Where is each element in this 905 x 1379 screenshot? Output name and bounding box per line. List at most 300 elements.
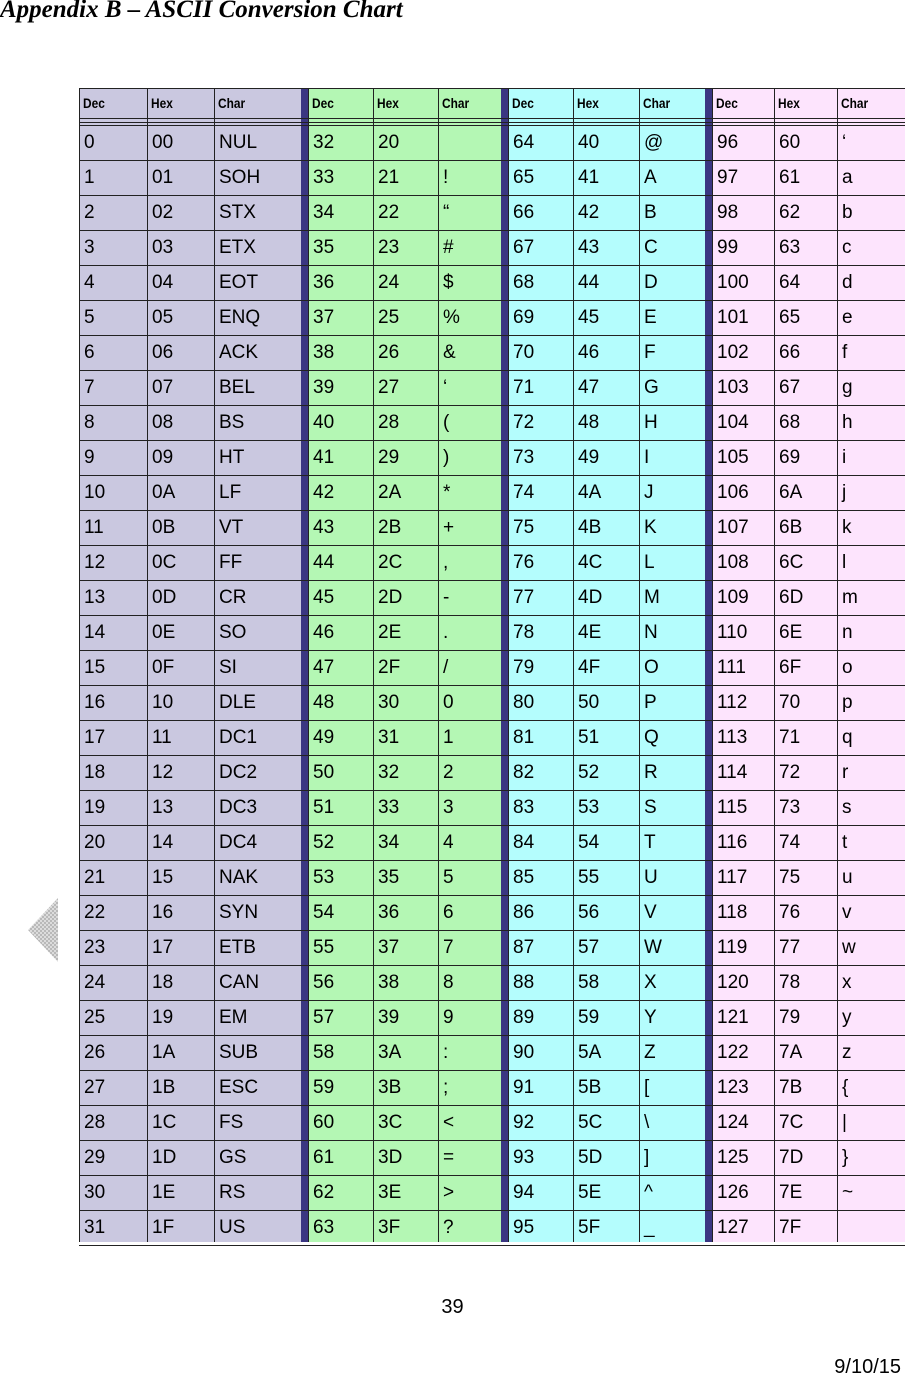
- hex-cell: 32: [378, 762, 400, 783]
- hex-cell: 1D: [152, 1147, 177, 1168]
- char-cell: (: [443, 412, 450, 433]
- hex-cell: 3C: [378, 1112, 403, 1133]
- char-cell: 0: [443, 692, 454, 713]
- dec-cell: 58: [313, 1042, 335, 1063]
- char-cell: +: [443, 517, 455, 538]
- hex-cell: 77: [779, 937, 801, 958]
- hex-cell: 06: [152, 342, 174, 363]
- char-cell: -: [443, 587, 450, 608]
- hex-cell: 4A: [578, 482, 602, 503]
- dec-cell: 118: [717, 902, 748, 923]
- column-header-hex: [574, 88, 603, 118]
- row-divider: [79, 895, 905, 896]
- row-divider: [79, 1070, 905, 1071]
- hex-cell: 2B: [378, 517, 402, 538]
- row-divider: [79, 195, 905, 196]
- page-title: Appendix B – ASCII Conversion Chart: [0, 0, 403, 23]
- ascii-block-1: [79, 88, 303, 1242]
- char-cell: VT: [219, 517, 244, 538]
- hex-cell: 2C: [378, 552, 403, 573]
- dec-cell: 126: [717, 1182, 749, 1203]
- hex-cell: 09: [152, 447, 174, 468]
- hex-cell: 49: [578, 447, 600, 468]
- row-divider: [79, 230, 905, 231]
- char-cell: SI: [219, 657, 237, 678]
- hex-cell: 40: [578, 132, 600, 153]
- hex-cell: 59: [578, 1007, 600, 1028]
- hex-cell: 6D: [779, 587, 804, 608]
- dec-cell: 92: [513, 1112, 535, 1133]
- hex-cell: 67: [779, 377, 801, 398]
- column-header-char: [640, 88, 675, 118]
- dec-cell: 111: [717, 657, 746, 678]
- dec-cell: 67: [513, 237, 535, 258]
- column-header-hex: [775, 88, 804, 118]
- dec-cell: 18: [84, 762, 106, 783]
- char-cell: SOH: [219, 167, 261, 188]
- hex-cell: 5A: [578, 1042, 602, 1063]
- hex-cell: 6A: [779, 482, 803, 503]
- hex-cell: 4C: [578, 552, 603, 573]
- char-cell: #: [443, 237, 454, 258]
- hex-cell: 0B: [152, 517, 176, 538]
- dec-cell: 114: [717, 762, 748, 783]
- dec-cell: 42: [313, 482, 335, 503]
- dec-cell: 96: [717, 132, 739, 153]
- row-divider: [79, 790, 905, 791]
- row-divider: [79, 720, 905, 721]
- dec-cell: 101: [717, 307, 749, 328]
- dec-cell: 3: [84, 237, 95, 258]
- row-divider: [79, 1140, 905, 1141]
- hex-cell: 51: [578, 727, 600, 748]
- char-cell: S: [644, 797, 657, 818]
- char-cell: ETX: [219, 237, 256, 258]
- row-divider: [79, 650, 905, 651]
- char-cell: SO: [219, 622, 247, 643]
- hex-cell: 19: [152, 1007, 174, 1028]
- char-cell: &: [443, 342, 456, 363]
- dec-cell: 62: [313, 1182, 335, 1203]
- char-cell: GS: [219, 1147, 247, 1168]
- dec-cell: 75: [513, 517, 535, 538]
- dec-cell: 64: [513, 132, 535, 153]
- dec-cell: 127: [717, 1217, 749, 1238]
- hex-cell: 48: [578, 412, 600, 433]
- dec-cell: 56: [313, 972, 335, 993]
- char-cell: US: [219, 1217, 246, 1238]
- hex-cell: 7E: [779, 1182, 803, 1203]
- column-header-label: Hex: [778, 95, 800, 111]
- dec-cell: 100: [717, 272, 749, 293]
- column-header-label: Char: [841, 95, 869, 111]
- char-cell: D: [644, 272, 658, 293]
- hex-cell: 54: [578, 832, 600, 853]
- dec-cell: 12: [84, 552, 106, 573]
- hex-cell: 07: [152, 377, 174, 398]
- char-cell: P: [644, 692, 657, 713]
- char-cell: DLE: [219, 692, 256, 713]
- char-cell: >: [443, 1182, 455, 1203]
- dec-cell: 105: [717, 447, 749, 468]
- left-arrow-icon[interactable]: [28, 898, 58, 962]
- dec-cell: 63: [313, 1217, 335, 1238]
- char-cell: _: [644, 1217, 655, 1238]
- char-cell: {: [842, 1077, 849, 1098]
- dec-cell: 5: [84, 307, 95, 328]
- row-divider: [79, 930, 905, 931]
- hex-cell: 4B: [578, 517, 602, 538]
- dec-cell: 2: [84, 202, 95, 223]
- char-cell: i: [842, 447, 847, 468]
- char-cell: ^: [644, 1182, 653, 1203]
- dec-cell: 125: [717, 1147, 749, 1168]
- char-cell: !: [443, 167, 449, 188]
- row-divider: [79, 580, 905, 581]
- hex-cell: 18: [152, 972, 174, 993]
- dec-cell: 65: [513, 167, 535, 188]
- char-cell: K: [644, 517, 657, 538]
- dec-cell: 53: [313, 867, 335, 888]
- row-divider: [79, 1245, 905, 1246]
- char-cell: .: [443, 622, 449, 643]
- char-cell: m: [842, 587, 858, 608]
- char-cell: V: [644, 902, 657, 923]
- dec-cell: 55: [313, 937, 335, 958]
- dec-cell: 104: [717, 412, 749, 433]
- char-cell: RS: [219, 1182, 246, 1203]
- row-divider: [79, 825, 905, 826]
- dec-cell: 71: [513, 377, 535, 398]
- char-cell: 5: [443, 867, 454, 888]
- row-divider: [79, 965, 905, 966]
- char-cell: p: [842, 692, 853, 713]
- dec-cell: 120: [717, 972, 749, 993]
- hex-cell: 4D: [578, 587, 603, 608]
- hex-cell: 11: [152, 727, 172, 748]
- dec-cell: 81: [513, 727, 535, 748]
- hex-cell: 26: [378, 342, 400, 363]
- hex-cell: 05: [152, 307, 174, 328]
- dec-cell: 27: [84, 1077, 106, 1098]
- char-cell: N: [644, 622, 658, 643]
- char-cell: I: [644, 447, 650, 468]
- char-cell: @: [644, 132, 664, 153]
- page-number: 39: [441, 1296, 464, 1318]
- row-divider: [79, 335, 905, 336]
- hex-cell: 3E: [378, 1182, 402, 1203]
- hex-cell: 43: [578, 237, 600, 258]
- hex-cell: 47: [578, 377, 600, 398]
- dec-cell: 37: [313, 307, 335, 328]
- dec-cell: 50: [313, 762, 335, 783]
- hex-cell: 35: [378, 867, 400, 888]
- char-cell: s: [842, 797, 852, 818]
- hex-cell: 41: [578, 167, 600, 188]
- char-cell: v: [842, 902, 852, 923]
- char-cell: *: [443, 482, 451, 503]
- hex-cell: 34: [378, 832, 400, 853]
- char-cell: n: [842, 622, 853, 643]
- char-cell: Z: [644, 1042, 656, 1063]
- row-divider: [79, 125, 905, 126]
- hex-cell: 38: [378, 972, 400, 993]
- dec-cell: 79: [513, 657, 535, 678]
- char-cell: DC2: [219, 762, 258, 783]
- char-cell: d: [842, 272, 853, 293]
- hex-cell: 5D: [578, 1147, 603, 1168]
- dec-cell: 124: [717, 1112, 749, 1133]
- hex-cell: 5C: [578, 1112, 603, 1133]
- char-cell: B: [644, 202, 657, 223]
- hex-cell: 42: [578, 202, 600, 223]
- hex-cell: 7F: [779, 1217, 802, 1238]
- char-cell: EM: [219, 1007, 248, 1028]
- char-cell: [: [644, 1077, 650, 1098]
- dec-cell: 84: [513, 832, 535, 853]
- char-cell: NUL: [219, 132, 258, 153]
- hex-cell: 20: [378, 132, 400, 153]
- hex-cell: 3A: [378, 1042, 402, 1063]
- column-header-label: Dec: [83, 95, 105, 111]
- dec-cell: 29: [84, 1147, 106, 1168]
- char-cell: k: [842, 517, 852, 538]
- dec-cell: 48: [313, 692, 335, 713]
- row-divider: [79, 300, 905, 301]
- dec-cell: 1: [84, 167, 95, 188]
- dec-cell: 116: [717, 832, 748, 853]
- row-divider: [79, 122, 905, 123]
- char-cell: A: [644, 167, 657, 188]
- hex-cell: 03: [152, 237, 174, 258]
- hex-cell: 3D: [378, 1147, 403, 1168]
- char-cell: F: [644, 342, 656, 363]
- char-cell: z: [842, 1042, 852, 1063]
- dec-cell: 109: [717, 587, 749, 608]
- column-header-label: Hex: [151, 95, 173, 111]
- char-cell: HT: [219, 447, 245, 468]
- hex-cell: 62: [779, 202, 801, 223]
- dec-cell: 97: [717, 167, 739, 188]
- dec-cell: 119: [717, 937, 748, 958]
- char-cell: g: [842, 377, 853, 398]
- char-cell: f: [842, 342, 848, 363]
- hex-cell: 3B: [378, 1077, 402, 1098]
- char-cell: $: [443, 272, 454, 293]
- char-cell: FF: [219, 552, 243, 573]
- char-cell: LF: [219, 482, 242, 503]
- date-footer: 9/10/15: [834, 1356, 901, 1378]
- char-cell: <: [443, 1112, 455, 1133]
- dec-cell: 7: [84, 377, 95, 398]
- row-divider: [79, 265, 905, 266]
- row-divider: [79, 545, 905, 546]
- dec-cell: 33: [313, 167, 335, 188]
- hex-cell: 68: [779, 412, 801, 433]
- char-cell: ): [443, 447, 450, 468]
- hex-cell: 56: [578, 902, 600, 923]
- dec-cell: 98: [717, 202, 739, 223]
- ascii-block-2: [308, 88, 503, 1242]
- char-cell: ‘: [443, 377, 448, 398]
- dec-cell: 122: [717, 1042, 749, 1063]
- char-cell: ]: [644, 1147, 650, 1168]
- dec-cell: 22: [84, 902, 106, 923]
- dec-cell: 83: [513, 797, 535, 818]
- hex-cell: 28: [378, 412, 400, 433]
- block-divider: [301, 88, 308, 1242]
- column-header-label: Char: [218, 95, 246, 111]
- hex-cell: 16: [152, 902, 174, 923]
- char-cell: Q: [644, 727, 659, 748]
- row-divider: [79, 370, 905, 371]
- hex-cell: 0E: [152, 622, 176, 643]
- char-cell: ?: [443, 1217, 454, 1238]
- char-cell: %: [443, 307, 460, 328]
- dec-cell: 102: [717, 342, 749, 363]
- hex-cell: 6B: [779, 517, 803, 538]
- dec-cell: 66: [513, 202, 535, 223]
- char-cell: E: [644, 307, 657, 328]
- row-divider: [79, 1175, 905, 1176]
- hex-cell: 78: [779, 972, 801, 993]
- dec-cell: 110: [717, 622, 748, 643]
- row-divider: [79, 755, 905, 756]
- dec-cell: 86: [513, 902, 535, 923]
- dec-cell: 15: [84, 657, 106, 678]
- char-cell: l: [842, 552, 847, 573]
- column-header-label: Dec: [312, 95, 334, 111]
- char-cell: STX: [219, 202, 256, 223]
- char-cell: DC3: [219, 797, 258, 818]
- hex-cell: 30: [378, 692, 400, 713]
- char-cell: e: [842, 307, 853, 328]
- hex-cell: 23: [378, 237, 400, 258]
- hex-cell: 0D: [152, 587, 177, 608]
- column-header-label: Hex: [577, 95, 599, 111]
- dec-cell: 89: [513, 1007, 535, 1028]
- dec-cell: 34: [313, 202, 335, 223]
- hex-cell: 70: [779, 692, 801, 713]
- hex-cell: 29: [378, 447, 400, 468]
- dec-cell: 47: [313, 657, 335, 678]
- column-header-char: [439, 88, 474, 118]
- char-cell: 9: [443, 1007, 454, 1028]
- row-divider: [79, 88, 905, 89]
- hex-cell: 15: [152, 867, 174, 888]
- row-divider: [79, 440, 905, 441]
- dec-cell: 30: [84, 1182, 106, 1203]
- dec-cell: 117: [717, 867, 748, 888]
- dec-cell: 113: [717, 727, 748, 748]
- char-cell: h: [842, 412, 853, 433]
- hex-cell: 39: [378, 1007, 400, 1028]
- column-header-char: [215, 88, 250, 118]
- char-cell: |: [842, 1112, 847, 1133]
- hex-cell: 25: [378, 307, 400, 328]
- char-cell: DC4: [219, 832, 258, 853]
- dec-cell: 85: [513, 867, 535, 888]
- char-cell: ESC: [219, 1077, 259, 1098]
- char-cell: }: [842, 1147, 849, 1168]
- hex-cell: 4F: [578, 657, 601, 678]
- hex-cell: 31: [378, 727, 400, 748]
- dec-cell: 91: [513, 1077, 535, 1098]
- hex-cell: 53: [578, 797, 600, 818]
- hex-cell: 3F: [378, 1217, 401, 1238]
- hex-cell: 52: [578, 762, 600, 783]
- dec-cell: 46: [313, 622, 335, 643]
- char-cell: BEL: [219, 377, 255, 398]
- row-divider: [79, 860, 905, 861]
- hex-cell: 57: [578, 937, 600, 958]
- row-divider: [79, 685, 905, 686]
- dec-cell: 69: [513, 307, 535, 328]
- hex-cell: 1A: [152, 1042, 176, 1063]
- char-cell: R: [644, 762, 658, 783]
- char-cell: a: [842, 167, 853, 188]
- dec-cell: 0: [84, 132, 95, 153]
- char-cell: :: [443, 1042, 449, 1063]
- char-cell: y: [842, 1007, 852, 1028]
- dec-cell: 112: [717, 692, 748, 713]
- dec-cell: 76: [513, 552, 535, 573]
- block-divider: [705, 88, 712, 1242]
- dec-cell: 39: [313, 377, 335, 398]
- dec-cell: 95: [513, 1217, 535, 1238]
- hex-cell: 72: [779, 762, 801, 783]
- hex-cell: 61: [779, 167, 801, 188]
- char-cell: ,: [443, 552, 449, 573]
- char-cell: J: [644, 482, 654, 503]
- dec-cell: 82: [513, 762, 535, 783]
- char-cell: U: [644, 867, 658, 888]
- dec-cell: 68: [513, 272, 535, 293]
- hex-cell: 12: [152, 762, 174, 783]
- char-cell: r: [842, 762, 849, 783]
- hex-cell: 24: [378, 272, 400, 293]
- hex-cell: 5E: [578, 1182, 602, 1203]
- column-header-dec: [509, 88, 538, 118]
- column-header-dec: [80, 88, 109, 118]
- hex-cell: 75: [779, 867, 801, 888]
- char-cell: 4: [443, 832, 454, 853]
- hex-cell: 7A: [779, 1042, 803, 1063]
- char-cell: M: [644, 587, 660, 608]
- dec-cell: 4: [84, 272, 95, 293]
- hex-cell: 1E: [152, 1182, 176, 1203]
- dec-cell: 123: [717, 1077, 749, 1098]
- dec-cell: 93: [513, 1147, 535, 1168]
- hex-cell: 46: [578, 342, 600, 363]
- char-cell: X: [644, 972, 657, 993]
- row-divider: [79, 510, 905, 511]
- hex-cell: 50: [578, 692, 600, 713]
- char-cell: ACK: [219, 342, 259, 363]
- char-cell: C: [644, 237, 658, 258]
- hex-cell: 44: [578, 272, 600, 293]
- hex-cell: 64: [779, 272, 801, 293]
- dec-cell: 21: [84, 867, 106, 888]
- char-cell: =: [443, 1147, 455, 1168]
- char-cell: q: [842, 727, 853, 748]
- hex-cell: 2D: [378, 587, 403, 608]
- row-divider: [79, 405, 905, 406]
- char-cell: [838, 1210, 842, 1245]
- hex-cell: 55: [578, 867, 600, 888]
- dec-cell: 61: [313, 1147, 335, 1168]
- char-cell: G: [644, 377, 659, 398]
